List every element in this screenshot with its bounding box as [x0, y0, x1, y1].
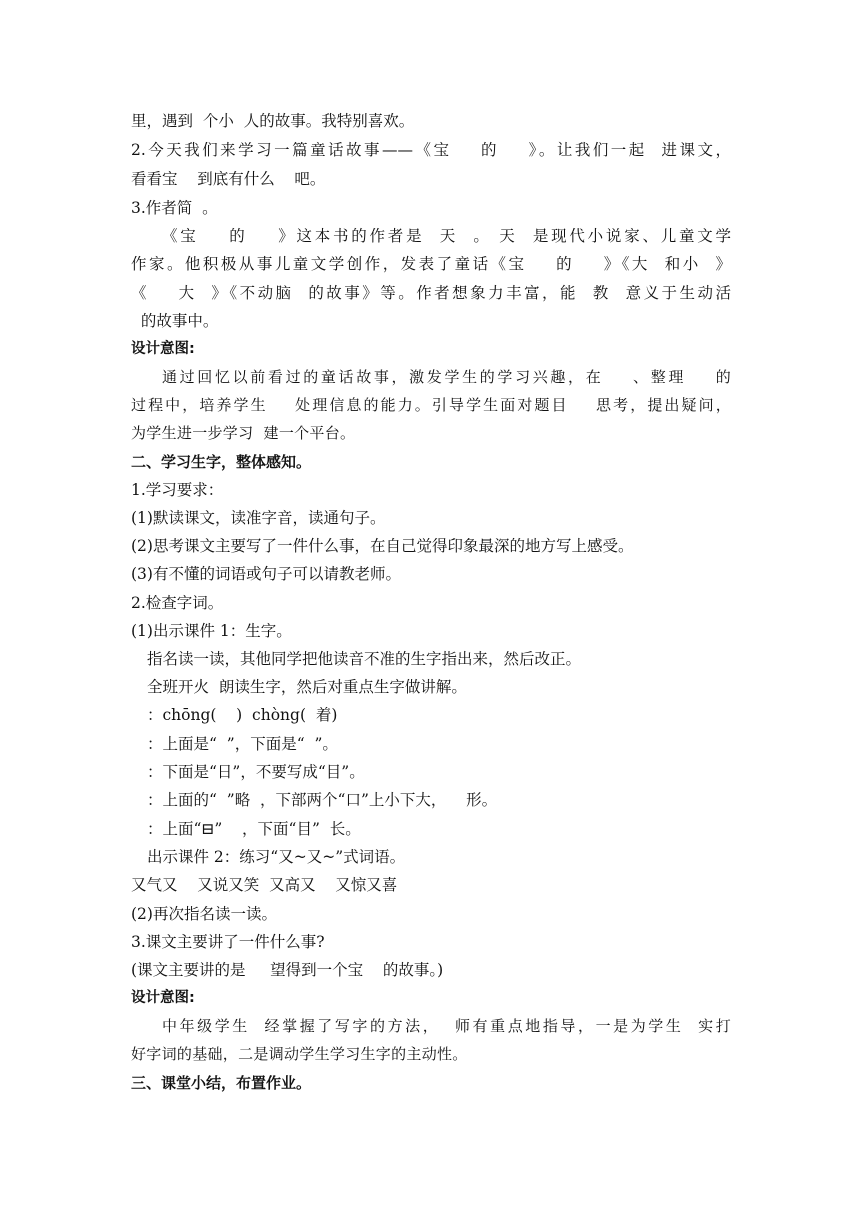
text-line: 为学生进一步学习 建一个平台。 [131, 424, 356, 442]
text-line: ：上面的“ ”略 ，下部两个“口”上小下大， 形。 [147, 791, 498, 809]
text-line: ：chōng( ) chòng( 着) [147, 706, 338, 724]
text-line: 1.学习要求： [131, 481, 224, 499]
text-line: ：上面“⊟” ，下面“目” 长。 [147, 820, 361, 838]
text-line: (课文主要讲的是 望得到一个宝 的故事。) [131, 961, 444, 979]
text-line: 通过回忆以前看过的童话故事，激发学生的学习兴趣，在 、整理 的 [162, 368, 731, 386]
text-line: 出示课件 2：练习“又~又~”式词语。 [147, 848, 406, 866]
section-heading: 三、课堂小结，布置作业。 [131, 1074, 312, 1092]
section-label-design-intent: 设计意图: [131, 341, 195, 357]
text-line: 全班开火 朗读生字，然后对重点生字做讲解。 [147, 678, 467, 696]
text-line: (2)再次指名读一读。 [131, 905, 277, 923]
text-line: 好字词的基础，二是调动学生学习生字的主动性。 [131, 1045, 468, 1063]
text-line: 3.作者简 。 [131, 199, 218, 217]
text-line: 《 大 》《不动脑 的故事》等。作者想象力丰富，能 教 意义于生动活 [131, 284, 731, 302]
text-line: 指名读一读，其他同学把他读音不准的生字指出来，然后改正。 [147, 650, 582, 668]
text-line: 过程中，培养学生 处理信息的能力。引导学生面对题目 思考，提出疑问， [131, 396, 731, 414]
text-line: (3)有不懂的词语或句子可以请教老师。 [131, 565, 401, 583]
text-line: 看看宝 到底有什么 吧。 [131, 170, 326, 188]
text-line: (1)出示课件 1：生字。 [131, 622, 292, 640]
text-line: 的故事中。 [131, 312, 219, 330]
text-line: 2.检查字词。 [131, 594, 224, 612]
text-line: ：下面是“日”，不要写成“目”。 [147, 763, 365, 781]
text-line: (1)默读课文，读准字音，读通句子。 [131, 509, 386, 527]
text-line: 《宝 的 》这本书的作者是 天 。 天 是现代小说家、儿童文学 [162, 227, 731, 245]
text-line: ：上面是“ ”，下面是“ ”。 [147, 735, 338, 753]
text-line: (2)思考课文主要写了一件什么事，在自己觉得印象最深的地方写上感受。 [131, 537, 634, 555]
text-line: 里，遇到 个小 人的故事。我特别喜欢。 [131, 112, 415, 130]
section-label-design-intent: 设计意图: [131, 990, 195, 1006]
text-line: 2.今天我们来学习一篇童话故事——《宝 的 》。让我们一起 进课文， [131, 141, 731, 159]
text-line: 又气又 又说又笑 又高又 又惊又喜 [131, 876, 398, 894]
text-line: 中年级学生 经掌握了写字的方法， 师有重点地指导，一是为学生 实打 [162, 1017, 731, 1035]
text-line: 3.课文主要讲了一件什么事? [131, 933, 325, 951]
section-heading: 二、学习生字，整体感知。 [131, 453, 312, 471]
text-line: 作家。他积极从事儿童文学创作，发表了童话《宝 的 》《大 和小 》 [131, 255, 731, 273]
